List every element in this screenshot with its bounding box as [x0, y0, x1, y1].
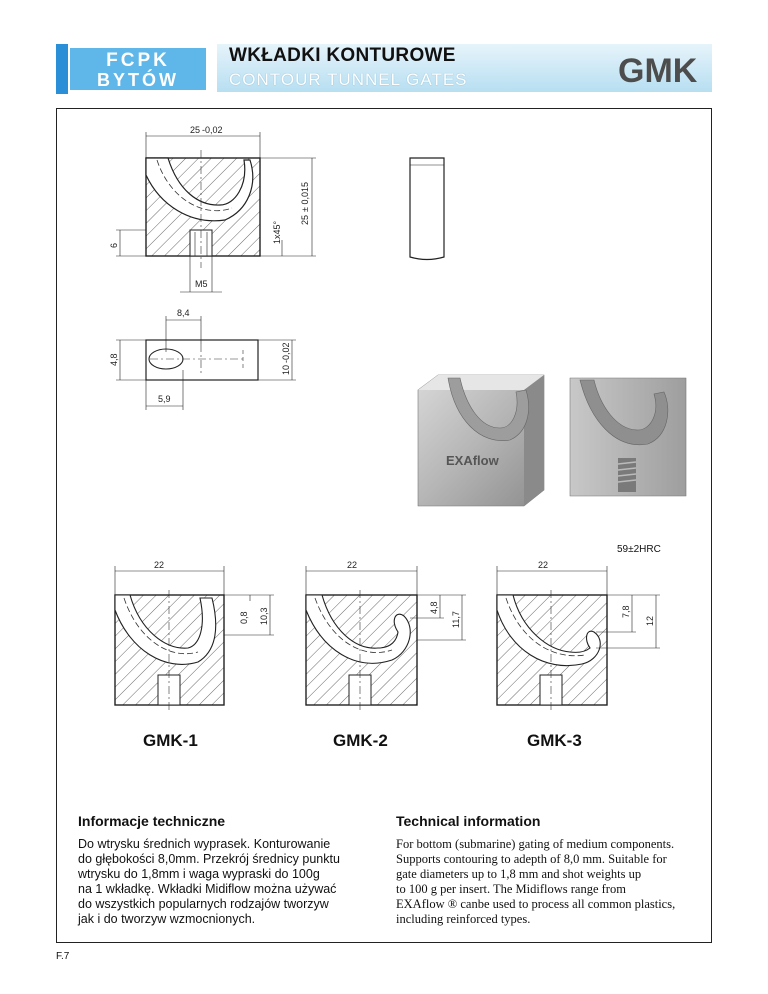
svg-text:4,8: 4,8 — [109, 353, 119, 366]
svg-text:10: 10 — [281, 364, 291, 375]
hardness-label: 59±2HRC — [617, 544, 661, 555]
svg-text:11,7: 11,7 — [451, 611, 461, 628]
variant-drawing-gmk-1 — [115, 560, 274, 712]
info-heading-pl: Informacje techniczne — [78, 813, 226, 829]
title-polish: WKŁADKI KONTUROWE — [229, 45, 456, 66]
svg-text:FCPK: FCPK — [106, 50, 170, 71]
plan-view-drawing — [109, 308, 296, 410]
info-heading-en: Technical information — [396, 813, 541, 829]
product-photo-right — [570, 378, 686, 496]
svg-text:4,8: 4,8 — [429, 601, 439, 614]
svg-text:22: 22 — [538, 560, 549, 570]
product-code: GMK — [618, 52, 698, 90]
model-label-gmk-3: GMK-3 — [527, 731, 582, 750]
model-label-gmk-1: GMK-1 — [143, 731, 198, 750]
svg-text:1x45°: 1x45° — [272, 220, 282, 244]
svg-text:22: 22 — [347, 560, 358, 570]
svg-text:25: 25 — [190, 125, 201, 135]
svg-text:25: 25 — [300, 214, 310, 225]
variant-drawing-gmk-3 — [497, 560, 660, 712]
svg-text:8,4: 8,4 — [177, 308, 190, 318]
svg-text:M5: M5 — [195, 279, 208, 289]
svg-text:22: 22 — [154, 560, 165, 570]
svg-text:-0,02: -0,02 — [202, 125, 223, 135]
info-text-pl: Do wtrysku średnich wyprasek. Konturowanie do głębokości 8,0mm. Przekrój średnicy punktu wtrysku do 1,8mm i waga wypraski do 100g na 1 wkładkę. Wkładki Midiflow można używać do wszystkich popularnych rodzajów tworzyw jak i do tworzyw wzmocnionych. — [78, 837, 340, 926]
svg-text:5,9: 5,9 — [158, 394, 171, 404]
svg-text:-0,02: -0,02 — [281, 342, 291, 363]
model-label-gmk-2: GMK-2 — [333, 731, 388, 750]
info-text-en: For bottom (submarine) gating of medium components. Supports contouring to adepth of 8,0 mm. Suitable for gate diameters up to 1,8 mm and shot weights up to 100 g per insert. The Midiflows range from EXAflow ® canbe used to process all common plastics, including reinforced types. — [396, 837, 676, 926]
svg-text:BYTÓW: BYTÓW — [97, 70, 179, 90]
side-view-drawing — [410, 158, 444, 260]
variant-drawing-gmk-2 — [306, 560, 466, 712]
title-english: CONTOUR TUNNEL GATES — [229, 70, 468, 89]
svg-text:12: 12 — [645, 615, 655, 626]
svg-text:6: 6 — [109, 242, 119, 248]
svg-text:± 0,015: ± 0,015 — [300, 182, 310, 212]
svg-text:0,8: 0,8 — [239, 611, 249, 624]
svg-text:7,8: 7,8 — [621, 605, 631, 618]
svg-text:10,3: 10,3 — [259, 607, 269, 625]
exaflow-brand-mark: EXAflow — [446, 453, 499, 468]
product-photo-left — [418, 375, 544, 506]
section-drawing-main — [109, 125, 316, 292]
page-number: F.7 — [56, 951, 70, 962]
